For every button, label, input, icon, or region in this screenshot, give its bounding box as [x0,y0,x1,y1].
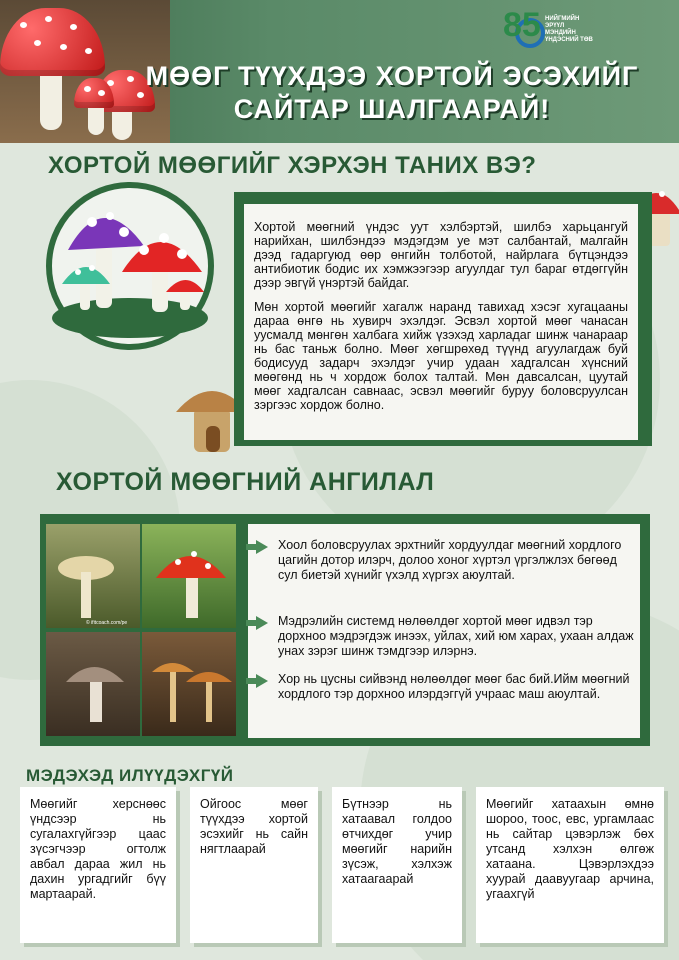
arrow-right-icon [256,616,268,630]
mushroom-photo [46,632,140,736]
title-line-2: САЙТАР ШАЛГААРАЙ! [233,94,551,124]
info-paragraph-1: Хортой мөөгний үндэс уут хэлбэртэй, шилбэ харьцангуй нарийхан, шилбэндээ мэдэгдэм уе мэт салбантай, малгайн дээд гадаргуюд өөр өнгийн толботой, найрлага бүтцэндээ антибиотик бодис их хэмжээгээр агуулдаг тул бараг өтдөггүйн дээр эвгүй үнэртэй байдаг. [254,220,628,290]
info-box [244,204,638,440]
page-title [105,60,679,132]
tip-card-2: Ойгоос мөөг түүхдээ хортой эсэхийг нь сайн нягтлаарай [190,787,318,943]
arrow-right-icon [256,540,268,554]
mushroom-photo [142,632,236,736]
section1-heading: ХОРТОЙ МӨӨГИЙГ ХЭРХЭН ТАНИХ ВЭ? [48,152,537,179]
mushroom-photo [46,524,140,628]
tip-card-4: Мөөгийг хатаахын өмнө шороо, тоос, евс, ургамлаас нь сайтар цэвэрлэж бөх утсанд хэлхэн өлгөж хатаана. Цэвэрлэхдээ хуурай даавуугаар арчина, угаахгүй [476,787,664,943]
classification-item-2: Мэдрэлийн системд нөлөөлдөг хортой мөөг идвэл тэр дорхноо мэдрэгдэж инээх, уйлах, хий юм харах, ухаан алдаж унах зэрэг шинж тэмдгээр илэрнэ. [278,614,634,659]
tip-card-3: Бүтнээр нь хатаавал голдоо өтчихдөг учир мөөгийг нарийн зүсэж, хэлхэж хатаагаарай [332,787,462,943]
logo-text: НИЙГМИЙН ЭРҮҮЛ МЭНДИЙН ҮНДЭСНИЙ ТӨВ [545,16,593,43]
classification-box [248,524,640,738]
arrow-right-icon [256,674,268,688]
mushroom-illustration-circle [46,182,214,350]
logo [503,4,593,52]
mushroom-photo-grid [46,524,238,738]
tip-card-1: Мөөгийг херснөөс үндсээр нь сугалахгүйгээр цаас зүсэгчээр огтолж авбал дараа жил нь дахин ургадгийг бүү мартаарай. [20,787,176,943]
photo-caption: © ifitcoach.com/pe [86,620,128,626]
section3-heading: МЭДЭХЭД ИЛҮҮДЭХГҮЙ [26,766,234,785]
classification-item-3: Хор нь цусны сийвэнд нөлөөлдөг мөөг бас бий.Ийм мөөгний хордлого тэр дорхноо илэрдэггүй учраас маш аюултай. [278,672,634,702]
cartoon-mushrooms-icon [52,188,208,344]
title-line-1: МӨӨГ ТҮҮХДЭЭ ХОРТОЙ ЭСЭХИЙГ [145,61,639,91]
section2-heading: ХОРТОЙ МӨӨГНИЙ АНГИЛАЛ [56,468,435,496]
logo-number: 85 [503,6,541,44]
classification-item-1: Хоол боловсруулах эрхтнийг хордуулдаг мөөгний хордлого цагийн дотор илэрч, долоо хоног хүртэл үргэлжлэх бөгөөд сул биетэй хүнийг үхэлд хүргэх аюултай. [278,538,634,583]
mushroom-photo [142,524,236,628]
info-paragraph-2: Мөн хортой мөөгийг хагалж наранд тавихад хэсэг хугацааны дараа өнгө нь хувирч эхэлдэг. Эсвэл хортой мөөг чанасан уусмалд мөнгөн халбага хийж үзэхэд харладаг шинж чанараар нь бас таньж болно. Мөөг хөгшрөхөд түүнд агуулагдаж буй бодисууд задарч эхэлдэг учир удаан хадгалсан хүнсний мөөгөнд нь ч хордож болох талтай. Мөн давсалсан, цуутай мөөг хадгалсан савнаас, эсвэл мөөгийг буруу боловсруулсан зэргээс хордож болно. [254,300,628,412]
